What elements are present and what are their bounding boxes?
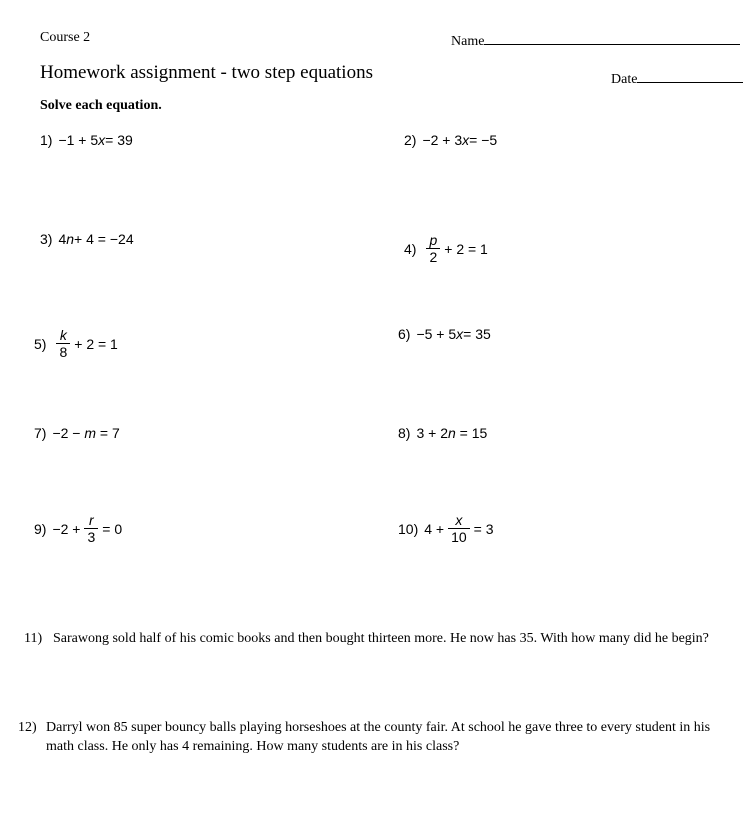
eq-part: = 35 [463, 326, 491, 342]
problem-5 [34, 327, 118, 360]
fraction [84, 512, 98, 545]
fraction-denominator: 2 [426, 248, 440, 265]
problem-number: 5) [34, 335, 47, 352]
problem-4 [404, 232, 488, 265]
equation [52, 327, 117, 360]
equation [416, 326, 490, 342]
problem-number: 10) [398, 520, 419, 537]
eq-part: + 2 = 1 [444, 240, 488, 257]
problem-number: 7) [34, 425, 47, 441]
eq-part: 4 + [424, 520, 445, 537]
equation [424, 512, 493, 545]
fraction-numerator: p [429, 232, 438, 248]
eq-part: −1 + 5 [58, 132, 99, 148]
problem-number: 4) [404, 240, 417, 257]
problem-number: 2) [404, 132, 417, 148]
eq-part: −5 + 5 [416, 326, 457, 342]
problem-number: 3) [40, 231, 53, 247]
eq-part: = 3 [473, 520, 494, 537]
fraction-numerator: r [89, 512, 94, 528]
eq-part: 4 [58, 231, 67, 247]
word-problem-text: Darryl won 85 super bouncy balls playing horseshoes at the county fair. At school he gave three to every student in his math class. He only has 4 remaining. How many students are in his class? [46, 720, 711, 754]
equation [58, 231, 133, 247]
fraction [56, 327, 70, 360]
name-label: Name [451, 34, 485, 49]
eq-part: = 15 [455, 425, 488, 441]
eq-part: + 2 = 1 [74, 335, 118, 352]
problem-10 [398, 512, 494, 545]
fraction-numerator: k [59, 327, 67, 343]
problem-number: 12) [18, 720, 37, 735]
fraction-denominator: 3 [84, 528, 98, 545]
problem-2 [404, 132, 497, 148]
eq-variable: x [98, 132, 106, 148]
fraction-denominator: 8 [56, 343, 70, 360]
fraction-denominator: 10 [448, 528, 470, 545]
word-problem-12 [18, 718, 734, 758]
problem-7 [34, 425, 120, 441]
problem-number: 11) [24, 631, 43, 646]
page-title: Homework assignment - two step equations [40, 62, 373, 83]
problem-3 [40, 231, 134, 247]
problem-6 [398, 326, 491, 342]
name-field[interactable] [451, 30, 740, 50]
problem-number: 6) [398, 326, 411, 342]
word-problem-text: Sarawong sold half of his comic books and then bought thirteen more. He now has 35. With how many did he begin? [53, 631, 709, 646]
eq-part: 3 + 2 [416, 425, 448, 441]
eq-part: −2 + [52, 520, 81, 537]
fraction-numerator: x [455, 512, 463, 528]
fraction [426, 232, 440, 265]
problem-number: 1) [40, 132, 53, 148]
equation [422, 132, 497, 148]
problem-number: 8) [398, 425, 411, 441]
eq-part: = 7 [96, 425, 120, 441]
problem-1 [40, 132, 133, 148]
eq-variable: m [84, 425, 97, 441]
word-problem-11 [24, 629, 734, 669]
equation [52, 425, 119, 441]
eq-part: −2 + 3 [422, 132, 463, 148]
eq-part: = 39 [105, 132, 133, 148]
date-line[interactable] [637, 68, 743, 83]
eq-part: −2 − [52, 425, 85, 441]
name-line[interactable] [484, 30, 740, 45]
date-label: Date [611, 72, 638, 87]
eq-variable: n [447, 425, 456, 441]
problem-number: 9) [34, 520, 47, 537]
eq-part: + 4 = −24 [74, 231, 134, 247]
eq-variable: x [462, 132, 470, 148]
course-label: Course 2 [40, 30, 91, 45]
problem-9 [34, 512, 122, 545]
eq-variable: x [456, 326, 464, 342]
instructions: Solve each equation. [40, 98, 162, 113]
equation [58, 132, 132, 148]
fraction [448, 512, 470, 545]
equation [422, 232, 487, 265]
eq-variable: n [66, 231, 75, 247]
date-field[interactable] [611, 68, 743, 88]
problem-8 [398, 425, 487, 441]
equation [416, 425, 487, 441]
eq-part: = 0 [102, 520, 123, 537]
equation [52, 512, 122, 545]
eq-part: = −5 [469, 132, 498, 148]
